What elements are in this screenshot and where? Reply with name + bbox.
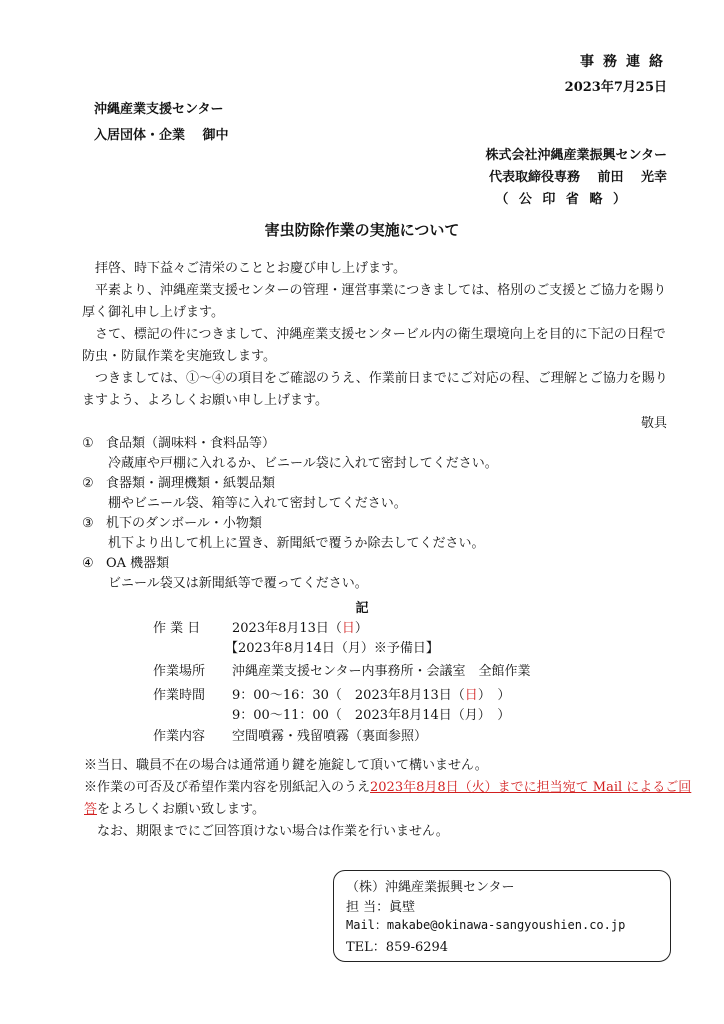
note-reply-request: ※作業の可否及び希望作業内容を別紙記入のうえ2023年8月8日（火）までに担当宛て Mail によるご回 (84, 780, 692, 795)
contact-mail: Mail：makabe@okinawa-sangyoushien.co.jp (346, 918, 626, 932)
schedule-time-1: 9：00～16：30（ 2023年8月13日（日） ） (232, 688, 511, 703)
list-item (82, 472, 275, 491)
list-item (82, 432, 275, 451)
contact-tel: TEL：859-6294 (346, 940, 449, 955)
item-number: ② (82, 476, 94, 491)
list-item (82, 552, 169, 571)
item-number: ③ (82, 516, 94, 531)
ki-heading: 記 (355, 601, 369, 616)
note-absence: ※当日、職員不在の場合は通常通り鍵を施錠して頂いて構いません。 (84, 758, 488, 773)
schedule-date-value: 2023年8月13日（日） (232, 621, 368, 636)
schedule-content-value: 空間噴霧・残留噴霧（裏面参照） (232, 729, 428, 744)
contact-company: （株）沖縄産業振興センター (346, 880, 515, 895)
list-item (82, 512, 262, 531)
item-title: 机下のダンボール・小物類 (106, 516, 262, 531)
schedule-time-2: 9：00～11：00（ 2023年8月14日（月） ） (232, 708, 511, 723)
thanks-paragraph: 平素より、沖縄産業支援センターの管理・運営事業につきましては、格別のご支援とご協力を賜り厚く御礼申し上げます。 (82, 283, 667, 320)
item-title: OA 機器類 (106, 556, 170, 571)
recipient-line-2: 入居団体・企業 御中 (94, 128, 229, 143)
recipient-line-1: 沖縄産業支援センター (94, 102, 224, 117)
purpose-paragraph: さて、標記の件につきまして、沖縄産業支援センタービル内の衛生環境向上を目的に下記の日程で防虫・防鼠作業を実施致します。 (82, 327, 666, 364)
note-no-reply: なお、期限までにご回答頂けない場合は作業を行いません。 (84, 824, 449, 839)
closing-keigu: 敬具 (640, 416, 667, 431)
schedule-place-label: 作業場所 (153, 664, 206, 679)
sunday-marker: 日 (464, 688, 478, 703)
schedule-reserve-date: 【2023年8月14日（月）※予備日】 (225, 641, 439, 656)
greeting-paragraph: 拝啓、時下益々ご清栄のこととお慶び申し上げます。 (82, 261, 406, 276)
item-number: ① (82, 436, 94, 451)
item-title: 食器類・調理機類・紙製品類 (106, 476, 276, 491)
seal-omitted-note: （ 公 印 省 略 ） (495, 192, 629, 207)
item-number: ④ (82, 556, 94, 571)
document-date: 2023年7月25日 (564, 80, 667, 95)
item-title: 食品類（調味料・食料品等） (106, 436, 276, 451)
schedule-date-label: 作 業 日 (153, 621, 201, 636)
item-description: ビニール袋又は新聞紙等で覆ってください。 (108, 576, 368, 591)
reply-deadline: 2023年8月8日（火）までに担当宛て Mail によるご回 (370, 780, 692, 795)
item-description: 冷蔵庫や戸棚に入れるか、ビニール袋に入れて密封してください。 (108, 456, 498, 471)
document-type: 事務連絡 (580, 54, 672, 70)
item-description: 机下より出して机上に置き、新聞紙で覆うか除去してください。 (108, 536, 485, 551)
schedule-time-label: 作業時間 (153, 688, 206, 703)
request-paragraph: つきましては、①～④の項目をご確認のうえ、作業前日までにご対応の程、ご理解とご協力を賜りますよう、よろしくお願い申し上げます。 (82, 371, 668, 408)
schedule-place-value: 沖縄産業支援センター内事務所・会議室 全館作業 (232, 664, 531, 679)
contact-person: 担 当：眞壁 (346, 900, 416, 915)
sender-company: 株式会社沖縄産業振興センター (485, 148, 667, 163)
sunday-marker: 日 (341, 621, 355, 636)
document-title: 害虫防除作業の実施について (264, 221, 460, 239)
sender-representative: 代表取締役専務 前田 光幸 (488, 170, 667, 185)
item-description: 棚やビニール袋、箱等に入れて密封してください。 (108, 496, 407, 511)
schedule-content-label: 作業内容 (153, 729, 206, 744)
note-reply-request-cont: 答をよろしくお願い致します。 (84, 802, 265, 817)
